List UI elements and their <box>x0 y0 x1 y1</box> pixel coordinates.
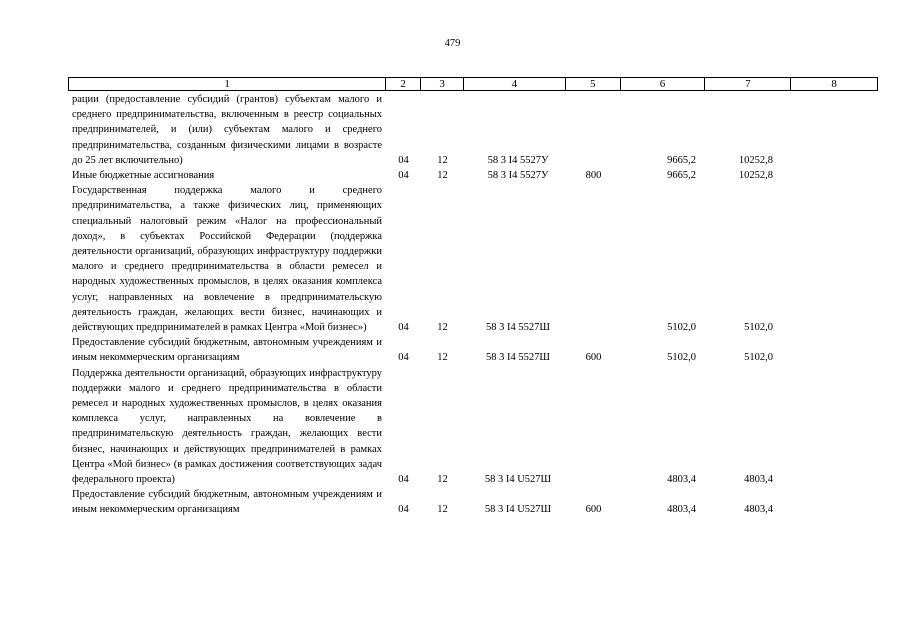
header-col-2: 2 <box>386 78 421 90</box>
table-row <box>68 92 878 168</box>
row-section: 04 <box>398 504 409 516</box>
row-subsection: 12 <box>437 474 448 486</box>
header-col-6: 6 <box>621 78 706 90</box>
header-col-1: 1 <box>69 78 386 90</box>
header-col-5: 5 <box>566 78 621 90</box>
row-name: Предоставление субсидий бюджетным, автономным учреждениям и иным некоммерческим организациям <box>72 337 382 364</box>
row-name: Иные бюджетные ассигнования <box>72 170 215 182</box>
row-name: рации (предоставление субсидий (грантов) субъектам малого и среднего предпринимательства, включенным в реестр социальных предпринимателей, и (или) субъектам малого и среднего предпринимательства, созданным физическими лицами в возрасте до 25 лет включительно) <box>72 94 382 166</box>
row-target-code: 58 3 I4 5527Ш <box>486 352 550 364</box>
row-amount-col6: 5102,0 <box>667 322 696 334</box>
row-subsection: 12 <box>437 352 448 364</box>
row-subsection: 12 <box>437 504 448 516</box>
row-amount-col6: 4803,4 <box>667 474 696 486</box>
row-subsection: 12 <box>437 322 448 334</box>
row-amount-col7: 4803,4 <box>744 474 773 486</box>
table-body <box>68 92 878 518</box>
budget-table <box>68 77 878 518</box>
header-col-4: 4 <box>464 78 566 90</box>
row-target-code: 58 3 I4 5527У <box>487 170 549 182</box>
row-expense-type: 800 <box>585 170 602 182</box>
row-amount-col7: 10252,8 <box>738 170 773 182</box>
row-section: 04 <box>398 154 409 166</box>
page-number: 479 <box>444 38 461 49</box>
row-target-code: 58 3 I4 U527Ш <box>484 504 552 516</box>
row-section: 04 <box>398 322 409 334</box>
row-amount-col6: 9665,2 <box>667 170 696 182</box>
row-amount-col7: 4803,4 <box>744 504 773 516</box>
row-section: 04 <box>398 474 409 486</box>
table-header <box>68 77 878 91</box>
table-row <box>68 366 878 488</box>
row-amount-col6: 9665,2 <box>667 154 696 166</box>
row-subsection: 12 <box>437 154 448 166</box>
row-amount-col6: 4803,4 <box>667 504 696 516</box>
row-section: 04 <box>398 352 409 364</box>
row-target-code: 58 3 I4 5527Ш <box>486 322 550 334</box>
table-row <box>68 168 878 183</box>
row-target-code: 58 3 I4 5527У <box>487 154 549 166</box>
row-name: Предоставление субсидий бюджетным, автономным учреждениям и иным некоммерческим организациям <box>72 489 382 516</box>
row-expense-type: 600 <box>585 504 602 516</box>
row-target-code: 58 3 I4 U527Ш <box>484 474 552 486</box>
header-col-8: 8 <box>831 78 837 90</box>
table-row <box>68 487 878 517</box>
row-amount-col6: 5102,0 <box>667 352 696 364</box>
table-row <box>68 183 878 335</box>
row-section: 04 <box>398 170 409 182</box>
header-col-3: 3 <box>421 78 464 90</box>
row-amount-col7: 5102,0 <box>744 352 773 364</box>
row-name: Поддержка деятельности организаций, образующих инфраструктуру поддержки малого и среднего предпринимательства в области ремесел и народных художественных промыслов, в целях оказания комплекса услуг, направленных на вовлечение в предпринимательскую деятельность граждан, желающих вести бизнес, начинающих и действующих предпринимателей в рамках Центра «Мой бизнес» (в рамках достижения соответствующих задач федерального проекта) <box>72 367 382 486</box>
row-subsection: 12 <box>437 170 448 182</box>
row-name: Государственная поддержка малого и среднего предпринимательства, а также физических лиц, применяющих специальный налоговый режим «Налог на профессиональный доход», в субъектах Российской Федерации (поддержка деятельности организаций, образующих инфраструктуру поддержки малого и среднего предпринимательства в области ремесел и народных художественных промыслов, в целях оказания комплекса услуг, направленных на вовлечение в предпринимательскую деятельность граждан, желающих вести бизнес, начинающих и действующих предпринимателей в рамках Центра «Мой бизнес») <box>72 185 382 334</box>
row-amount-col7: 10252,8 <box>738 154 773 166</box>
row-amount-col7: 5102,0 <box>744 322 773 334</box>
header-col-7: 7 <box>705 78 791 90</box>
table-row <box>68 335 878 365</box>
row-expense-type: 600 <box>585 352 602 364</box>
